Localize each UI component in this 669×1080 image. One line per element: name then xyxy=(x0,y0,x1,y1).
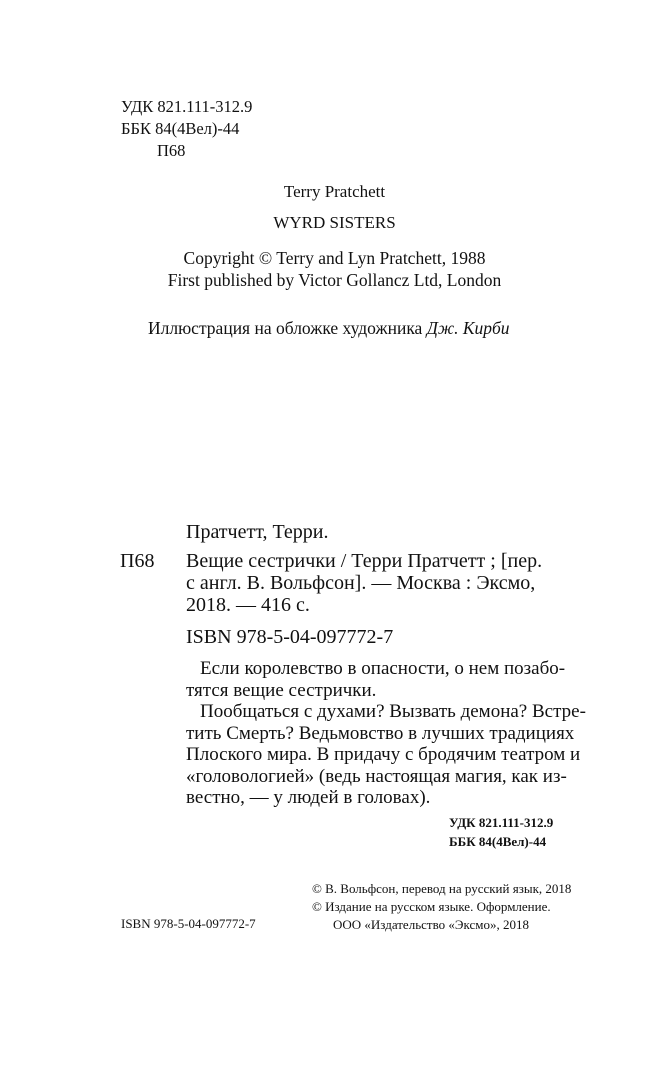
biblio-line: Вещие сестрички / Терри Пратчетт ; [пер. xyxy=(186,550,543,572)
udk-code: УДК 821.111-312.9 xyxy=(121,97,253,116)
annotation-line: тить Смерть? Ведьмовство в лучших традициях xyxy=(186,722,575,744)
illustration-credit xyxy=(148,318,510,339)
copyright-notes xyxy=(312,880,571,934)
bottom-udk: УДК 821.111-312.9 xyxy=(449,815,554,830)
original-copyright xyxy=(0,247,669,291)
annotation-line: вестно, — у людей в головах). xyxy=(186,787,431,808)
bottom-classification xyxy=(449,813,553,851)
record-description xyxy=(186,550,586,616)
annotation-line: Пообщаться с духами? Вызвать демона? Встре- xyxy=(200,701,586,722)
bottom-isbn: ISBN 978-5-04-097772-7 xyxy=(121,916,256,931)
annotation xyxy=(186,658,606,809)
annotation-line: Плоского мира. В придачу с бродячим театром и xyxy=(186,744,581,765)
biblio-line: 2018. — 416 с. xyxy=(186,594,310,616)
edition-copyright: © Издание на русском языке. Оформление. xyxy=(312,899,551,914)
illustration-artist: Дж. Кирби xyxy=(426,318,510,338)
annotation-line: тятся вещие сестрички. xyxy=(186,679,377,701)
original-author: Terry Pratchett xyxy=(283,182,386,201)
bbk-code: ББК 84(4Вел)-44 xyxy=(121,119,240,138)
publisher-copyright: ООО «Издательство «Эксмо», 2018 xyxy=(333,917,529,932)
record-author-mark: П68 xyxy=(120,550,155,572)
copyright-line-1: Copyright © Terry and Lyn Pratchett, 1988 xyxy=(183,248,486,268)
author-mark: П68 xyxy=(157,141,186,160)
record-author-heading: Пратчетт, Терри. xyxy=(186,521,329,543)
original-title: WYRD SISTERS xyxy=(273,213,396,232)
annotation-line: Если королевство в опасности, о нем позабо- xyxy=(200,658,566,679)
bottom-bbk: ББК 84(4Вел)-44 xyxy=(449,834,547,849)
illustration-text: Иллюстрация на обложке художника xyxy=(148,318,427,338)
copyright-line-2: First published by Victor Gollancz Ltd, London xyxy=(167,270,502,290)
annotation-line: «головологией» (ведь настоящая магия, как из- xyxy=(186,765,567,787)
record-isbn: ISBN 978-5-04-097772-7 xyxy=(186,626,394,648)
biblio-line: с англ. В. Вольфсон]. — Москва : Эксмо, xyxy=(186,572,536,594)
top-classification xyxy=(121,96,252,162)
translation-copyright: © В. Вольфсон, перевод на русский язык, 2018 xyxy=(312,881,572,896)
